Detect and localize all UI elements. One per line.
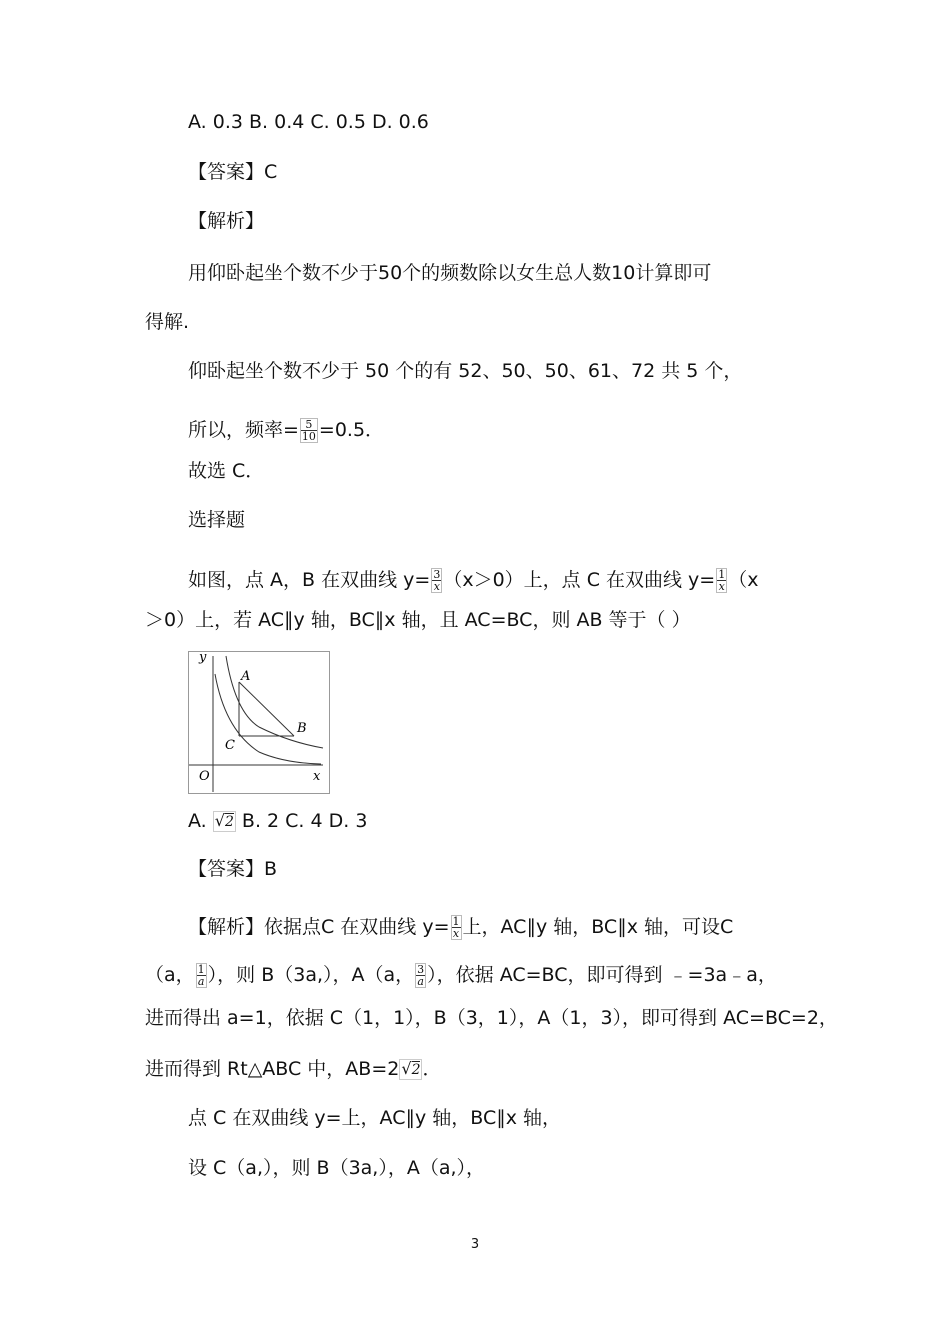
fraction-1-a [196, 963, 207, 988]
hyperbola-svg [189, 652, 329, 793]
analysis-label-1: 【解析】 [188, 210, 265, 232]
analysis-text-a: 【解析】依据点C 在双曲线 y= [188, 916, 450, 938]
answer-label-2: 【答案】B [188, 858, 278, 880]
question-text-b: （x＞0）上，点 C 在双曲线 y= [443, 569, 716, 591]
analysis-line-2 [145, 962, 777, 988]
analysis-text-d: ），则 B（3a,），A（a， [207, 964, 415, 986]
label-origin: O [199, 769, 210, 784]
fraction-den: x [718, 580, 725, 593]
sqrt-2-option [213, 811, 236, 832]
frequency-prefix: 所以，频率= [188, 419, 299, 441]
analysis-text-2: 得解. [145, 311, 190, 333]
fraction-num: 3 [433, 568, 441, 581]
fraction-den: a [417, 975, 424, 988]
fraction-num: 3 [417, 963, 425, 976]
options-line-1: A. 0.3 B. 0.4 C. 0.5 D. 0.6 [188, 111, 429, 133]
analysis-text-c: （a， [145, 964, 195, 986]
label-b: B [297, 721, 307, 736]
sqrt-radicand: 2 [224, 814, 234, 830]
fraction-5-10 [300, 418, 318, 443]
sqrt-2-result [399, 1059, 422, 1080]
question-text-a: 如图，点 A，B 在双曲线 y= [188, 569, 431, 591]
analysis-text-g: ． [422, 1058, 442, 1080]
fraction-den: 10 [301, 430, 316, 443]
question-line-2: ＞0）上，若 AC∥y 轴，BC∥x 轴，且 AC=BC，则 AB 等于（ ） [145, 609, 691, 631]
label-c: C [225, 738, 235, 753]
fraction-3-x [431, 568, 442, 593]
fraction-num: 5 [301, 419, 317, 431]
frequency-suffix: =0.5． [318, 419, 385, 441]
hyperbola-figure [188, 651, 330, 794]
analysis-line-3: 进而得出 a=1，依据 C（1，1），B（3，1），A（1，3），即可得到 AC=BC=2， [145, 1007, 838, 1029]
segment-ab [239, 682, 294, 736]
sqrt-radicand: 2 [411, 1062, 421, 1078]
fraction-1-x-analysis [451, 915, 462, 940]
analysis-text-f: 进而得到 Rt△ABC 中，AB=2 [145, 1058, 400, 1080]
analysis-text-b: 上，AC∥y 轴，BC∥x 轴，可设C [462, 916, 734, 938]
fraction-den: x [452, 927, 460, 940]
analysis-text-e: ），依据 AC=BC，即可得到 ﹣=3a﹣a， [427, 964, 777, 986]
fraction-den: x [433, 580, 440, 593]
option-a-label: A. [188, 810, 207, 832]
analysis-text-3: 仰卧起坐个数不少于 50 个的有 52、50、50、61、72 共 5 个， [188, 360, 743, 382]
fraction-den: a [197, 975, 205, 988]
label-x: x [313, 769, 321, 784]
analysis-line-1 [188, 914, 733, 940]
fraction-num: 1 [197, 963, 205, 976]
solution-line-1: 点 C 在双曲线 y=上，AC∥y 轴，BC∥x 轴， [188, 1107, 562, 1129]
question-text-c: （x [728, 569, 759, 591]
choose-c-line: 故选 C． [188, 460, 265, 482]
question-line-1 [188, 567, 758, 593]
fraction-num: 1 [718, 568, 726, 581]
analysis-text-1: 用仰卧起坐个数不少于50个的频数除以女生总人数10计算即可 [188, 262, 712, 284]
options-line-2 [188, 808, 367, 834]
fraction-1-x [716, 568, 727, 593]
frequency-line [188, 417, 384, 443]
solution-line-2: 设 C（a,），则 B（3a,），A（a,）， [188, 1157, 486, 1179]
fraction-3-a [415, 963, 426, 988]
sqrt-sign: √ [214, 811, 225, 830]
answer-label-1: 【答案】C [188, 161, 278, 183]
fraction-num: 1 [452, 915, 460, 928]
analysis-line-4 [145, 1056, 442, 1082]
page-number: 3 [470, 1237, 480, 1252]
options-rest: B. 2 C. 4 D. 3 [241, 810, 368, 832]
sqrt-sign: √ [401, 1059, 412, 1078]
label-a: A [241, 669, 251, 684]
question-type-label: 选择题 [188, 509, 246, 531]
label-y: y [199, 652, 207, 665]
